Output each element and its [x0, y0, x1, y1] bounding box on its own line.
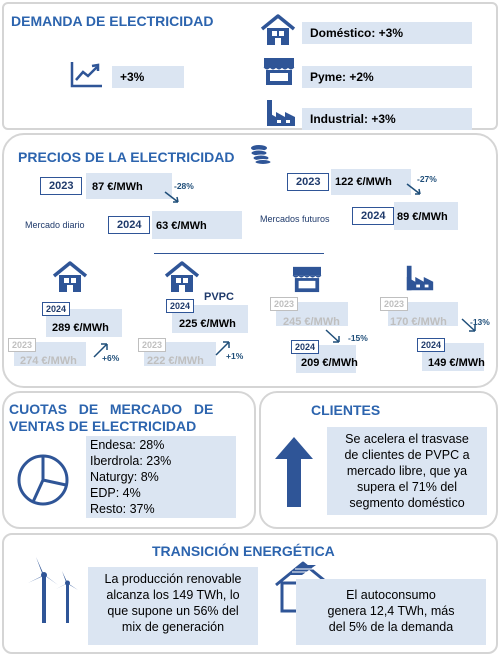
- arrow-down-icon: [405, 182, 425, 198]
- clients-panel: [259, 391, 498, 529]
- clients-title: CLIENTES: [311, 402, 381, 418]
- shop-icon: [291, 265, 323, 293]
- daily-change: -28%: [174, 181, 194, 191]
- seg1-year-curr: 2024: [42, 302, 70, 316]
- seg2-value-curr: 225 €/MWh: [179, 318, 236, 330]
- demand-total: +3%: [112, 66, 184, 88]
- seg4-year-prev: 2023: [380, 297, 408, 311]
- list-item: Iberdrola: 23%: [90, 454, 172, 468]
- seg4-year-curr: 2024: [417, 338, 445, 352]
- arrow-down-icon: [324, 328, 344, 346]
- divider-line: [154, 253, 324, 254]
- renewable-text: La producción renovable alcanza los 149 TWh, lo que supone un 56% del mix de generación: [104, 572, 242, 634]
- seg2-change: +1%: [226, 351, 244, 361]
- seg3-year-prev: 2023: [270, 297, 298, 311]
- seg4-value-prev: 170 €/MWh: [390, 316, 447, 328]
- futures-year-curr: 2024: [352, 207, 394, 225]
- factory-icon: [264, 98, 298, 128]
- market-share-title-line2: VENTAS DE ELECTRICIDAD: [9, 418, 197, 434]
- coins-icon: [249, 143, 273, 165]
- daily-year-prev: 2023: [40, 177, 82, 195]
- seg2-value-prev: 222 €/MWh: [147, 355, 204, 367]
- seg4-change: -13%: [470, 317, 490, 327]
- list-item: Endesa: 28%: [90, 438, 165, 452]
- seg3-change: -15%: [348, 333, 368, 343]
- daily-market-label: Mercado diario: [25, 220, 85, 230]
- trend-chart-icon: [70, 60, 104, 88]
- arrow-down-icon: [163, 190, 183, 206]
- daily-year-curr: 2024: [108, 216, 150, 234]
- seg1-change: +6%: [102, 353, 120, 363]
- prices-panel: [2, 133, 498, 388]
- shop-icon: [262, 56, 296, 86]
- seg3-year-curr: 2024: [291, 340, 319, 354]
- house-icon: [260, 14, 296, 46]
- market-share-list: [90, 437, 171, 517]
- transition-panel: [2, 533, 498, 654]
- demand-title: DEMANDA DE ELECTRICIDAD: [11, 13, 214, 29]
- prices-title: PRECIOS DE LA ELECTRICIDAD: [18, 149, 235, 165]
- futures-value-prev: 122 €/MWh: [335, 176, 392, 188]
- wind-turbine-icon: [26, 555, 84, 625]
- futures-value-curr: 89 €/MWh: [397, 211, 448, 223]
- house-icon: [164, 261, 200, 293]
- futures-change: -27%: [417, 174, 437, 184]
- daily-value-prev: 87 €/MWh: [92, 181, 143, 193]
- market-share-panel: [2, 391, 256, 529]
- market-share-title-line1: CUOTAS DE MERCADO DE: [9, 401, 214, 417]
- demand-pyme: Pyme: +2%: [302, 66, 472, 88]
- selfconsumption-text: El autoconsumo genera 12,4 TWh, más del 5% de la demanda: [327, 588, 455, 634]
- futures-year-prev: 2023: [287, 173, 329, 191]
- pie-chart-icon: [16, 453, 70, 507]
- seg2-year-prev: 2023: [138, 338, 166, 352]
- clients-text: Se acelera el trasvase de clientes de PVPC a mercado libre, que ya supera el 71% del segmento doméstico: [344, 432, 470, 510]
- futures-market-label: Mercados futuros: [260, 214, 330, 224]
- demand-panel: [2, 2, 498, 130]
- seg1-year-prev: 2023: [8, 338, 36, 352]
- list-item: Naturgy: 8%: [90, 470, 159, 484]
- seg2-year-curr: 2024: [166, 299, 194, 313]
- pvpc-label: PVPC: [204, 291, 234, 303]
- list-item: EDP: 4%: [90, 486, 141, 500]
- daily-value-curr: 63 €/MWh: [156, 220, 207, 232]
- demand-domestic: Doméstico: +3%: [302, 22, 472, 44]
- seg1-value-curr: 289 €/MWh: [52, 322, 109, 334]
- seg3-value-prev: 245 €/MWh: [283, 316, 340, 328]
- seg4-value-curr: 149 €/MWh: [428, 357, 485, 369]
- factory-icon: [404, 263, 436, 293]
- demand-industrial: Industrial: +3%: [302, 108, 472, 130]
- house-icon: [52, 261, 88, 293]
- arrow-up-icon: [273, 435, 315, 509]
- seg1-value-prev: 274 €/MWh: [20, 355, 77, 367]
- list-item: Resto: 37%: [90, 502, 155, 516]
- seg3-value-curr: 209 €/MWh: [301, 357, 358, 369]
- transition-title: TRANSICIÓN ENERGÉTICA: [152, 543, 335, 559]
